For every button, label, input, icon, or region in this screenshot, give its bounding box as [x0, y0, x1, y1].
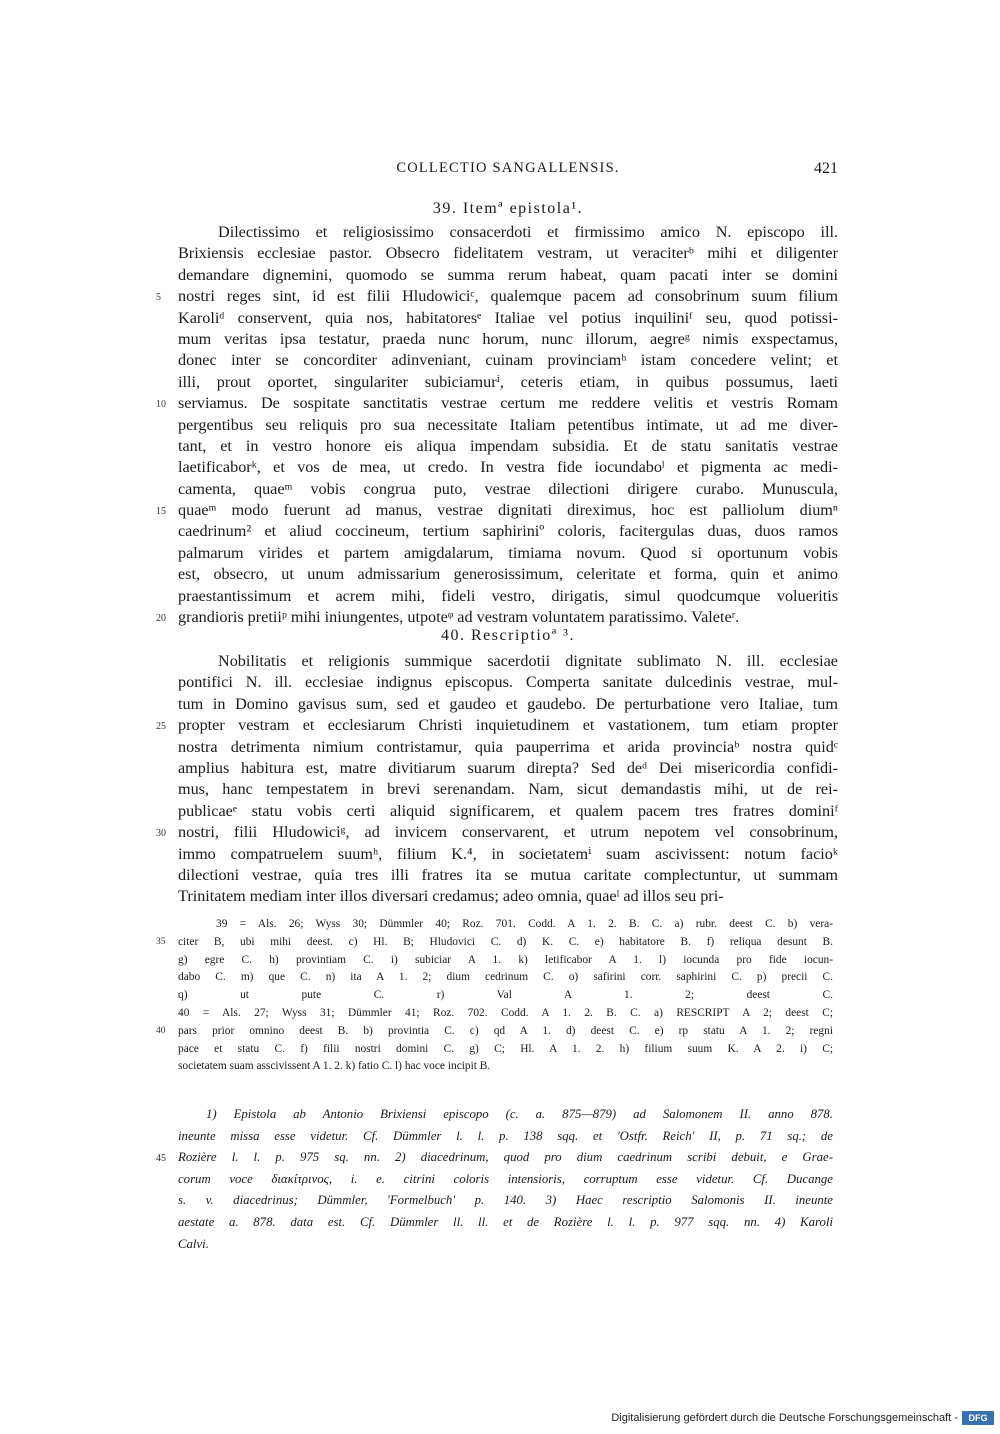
- text-line: [178, 457, 838, 478]
- text-line: [178, 564, 838, 585]
- letter-40-heading: 40. Rescriptioª ³.: [441, 627, 575, 644]
- dfg-logo: DFG: [962, 1411, 994, 1425]
- line-text: Rozière l. l. p. 975 sq. nn. 2) diacedrinum, quod pro dium caedrinum scribi debuit, e Grae-: [178, 1150, 833, 1165]
- line-text: illi, prout oportet, singulariter subiciamurⁱ, ceteris etiam, in quibus possumus, laeti: [178, 372, 838, 391]
- footnote-line: [178, 1104, 833, 1126]
- page-number: 421: [814, 160, 838, 177]
- line-number: 10: [156, 399, 166, 411]
- apparatus-line: [156, 934, 833, 952]
- line-text: q) ut pute C. r) Val A 1. 2; deest C.: [178, 989, 833, 1002]
- line-text: demandare dignemini, quomodo se summa rerum habeat, quam pacati inter se domini: [178, 265, 838, 284]
- text-line: [178, 865, 838, 886]
- line-text: Nobilitatis et religionis summique sacerdotii dignitate sublimato N. ill. ecclesiae: [218, 652, 838, 670]
- digitization-credit: [611, 1410, 1000, 1428]
- line-number: 30: [156, 828, 166, 840]
- critical-apparatus: [156, 916, 833, 1076]
- footnote-line: [178, 1212, 833, 1234]
- line-text: quaeᵐ modo fuerunt ad manus, vestrae dignitati direximus, hoc est palliolum diumⁿ: [178, 501, 838, 520]
- text-line: [178, 543, 838, 564]
- text-line: [178, 801, 838, 822]
- text-line: [178, 651, 838, 672]
- running-header: [178, 160, 838, 182]
- line-text: g) egre C. h) provintiam C. i) subiciar A 1. k) letificabor A 1. l) iocunda pro fide iocun-: [178, 953, 833, 966]
- line-text: pontifici N. ill. ecclesiae indignus episcopus. Comperta sanitate dulcedinis vestrae, mul-: [178, 673, 838, 692]
- apparatus-line: [178, 952, 833, 970]
- text-line: [178, 694, 838, 715]
- letter-39-heading: 39. Itemª epistola¹.: [432, 200, 584, 217]
- footnotes: [156, 1104, 833, 1255]
- line-text: pace et statu C. f) filii nostri domini C. g) C; Hl. A 1. 2. h) filium suum K. A 2. i) C;: [178, 1042, 833, 1055]
- text-line: [178, 672, 838, 693]
- line-text: 39 = Als. 26; Wyss 30; Dümmler 40; Roz. 701. Codd. A 1. 2. B. C. a) rubr. deest C. b) vera-: [216, 918, 833, 930]
- line-text: amplius habitura est, matre divitiarum suarum direpta? Sed deᵈ Dei misericordia confidi-: [178, 758, 838, 777]
- line-text: immo compatruelem suumʰ, filium K.⁴, in societatemⁱ suam ascivissent: notum facioᵏ: [178, 844, 838, 863]
- line-text: aestate a. 878. data est. Cf. Dümmler ll. ll. et de Rozière l. l. p. 977 sqq. nn. 4) Karoli: [178, 1214, 833, 1229]
- apparatus-line: [178, 1041, 833, 1059]
- line-text: caedrinum² et aliud coccineum, tertium saphiriniº coloris, facitergulas duas, duos ramos: [178, 522, 838, 541]
- line-text: 1) Epistola ab Antonio Brixiensi episcopo (c. a. 875—879) ad Salomonem II. anno 878.: [206, 1107, 833, 1121]
- line-text: palmarum virides et partem amigdalarum, timiama novum. Quod si oportunum vobis: [178, 543, 838, 562]
- line-text: pars prior omnino deest B. b) provintia C. c) qd A 1. d) deest C. e) rp statu A 1. 2; regni: [178, 1024, 833, 1037]
- letter-39-body: [156, 222, 838, 628]
- footnote-line: [178, 1126, 833, 1148]
- apparatus-line: [178, 987, 833, 1005]
- text-line: [178, 329, 838, 350]
- text-line: [178, 350, 838, 371]
- line-text: dabo C. m) que C. n) ita A 1. 2; dium cedrinum C. o) safirini corr. saphirini C. p) precii C.: [178, 971, 833, 984]
- text-line: [178, 886, 838, 907]
- text-line: [156, 286, 838, 307]
- line-text: societatem suam asscivissent A 1. 2. k) fatio C. l) hac voce incipit B.: [178, 1060, 491, 1073]
- apparatus-line: [178, 969, 833, 987]
- text-line: [156, 500, 838, 521]
- line-text: s. v. diacedrinus; Dümmler, 'Formelbuch' p. 140. 3) Haec rescriptio Salomonis II. ineunte: [178, 1193, 833, 1208]
- apparatus-line: [178, 916, 833, 934]
- line-number: 15: [156, 506, 166, 518]
- text-line: [178, 243, 838, 264]
- text-line: [156, 822, 838, 843]
- line-text: est, obsecro, ut unum admissarium generosissimum, celeritate et forma, quin et animo: [178, 565, 838, 584]
- line-text: ineunte missa esse videtur. Cf. Dümmler l. l. p. 138 sqq. et 'Ostfr. Reich' II, p. 71 sq.; de: [178, 1128, 833, 1143]
- line-text: mum veritas ipsa testatur, praeda nunc horum, nunc illorum, aegreᵍ nimis exspectamus,: [178, 329, 838, 348]
- line-number: 40: [156, 1025, 166, 1036]
- line-text: Calvi.: [178, 1236, 209, 1251]
- line-text: pergentibus seu reliquis pro sua necessitate Italiam petentibus intimate, ut ad me diver-: [178, 415, 838, 434]
- line-text: grandioris pretiiᵖ mihi iniungentes, utpoteᵠ ad vestram voluntatem paratissimo. Valeteʳ.: [178, 608, 740, 627]
- line-text: praestantissimum et acrem mihi, fideli vestro, dirigatis, simul quodcumque volueritis: [178, 586, 838, 605]
- text-line: [178, 265, 838, 286]
- line-text: dilectioni vestrae, quia tres illi fratres ita se mutua caritate complectuntur, ut summam: [178, 865, 838, 884]
- line-text: laetificaborᵏ, et vos de mea, ut credo. In vestra fide iocundaboˡ et pigmenta ac medi-: [178, 458, 838, 477]
- text-line: [156, 393, 838, 414]
- footnote-line: [156, 1147, 833, 1169]
- line-number: 45: [156, 1153, 166, 1165]
- line-number: 5: [156, 292, 161, 304]
- line-text: Dilectissimo et religiosissimo consacerdoti et firmissimo amico N. episcopo ill.: [218, 223, 838, 241]
- line-text: tum in Domino gavisus sum, sed et gaudeo et gaudebo. De perturbatione vero Italiae, tum: [178, 694, 838, 713]
- running-title: COLLECTIO SANGALLENSIS.: [396, 160, 620, 176]
- line-number: 35: [156, 936, 166, 947]
- text-line: [178, 479, 838, 500]
- apparatus-line: [178, 1058, 833, 1076]
- line-text: tant, et in vestro honore eis aliqua impendam subsidia. Et de statu sanitatis vestrae: [178, 436, 838, 455]
- text-line: [178, 844, 838, 865]
- text-line: [178, 586, 838, 607]
- letter-40-body: [156, 651, 838, 908]
- text-line: [156, 607, 838, 628]
- line-text: 40 = Als. 27; Wyss 31; Dümmler 41; Roz. 702. Codd. A 1. 2. B. C. a) RESCRIPT A 2; deest C;: [178, 1006, 833, 1019]
- text-line: [178, 779, 838, 800]
- footnote-line: [178, 1190, 833, 1212]
- line-text: Karoliᵈ conservent, quia nos, habitatoresᵉ Italiae vel potius inquiliniᶠ seu, quod potissi-: [178, 308, 838, 327]
- line-text: donec inter se concorditer adinveniant, cuinam provinciamʰ istam concedere velint; et: [178, 351, 838, 370]
- line-text: camenta, quaeᵐ vobis congrua puto, vestrae dilectioni dirigere curabo. Munuscula,: [178, 479, 838, 498]
- line-text: nostri reges sint, id est filii Hludowiciᶜ, qualemque pacem ad consobrinum suum filium: [178, 287, 838, 306]
- text-line: [178, 521, 838, 542]
- text-line: [178, 436, 838, 457]
- line-text: Brixiensis ecclesiae pastor. Obsecro fidelitatem vestram, ut veraciterᵇ mihi et diligenter: [178, 244, 838, 263]
- line-text: propter vestram et ecclesiarum Christi inquietudinem et vastationem, tum etiam propter: [178, 716, 838, 735]
- line-text: serviamus. De sospitate sanctitatis vestrae certum me reddere velitis et vestris Romam: [178, 394, 838, 413]
- line-text: citer B, ubi mihi deest. c) Hl. B; Hludovici C. d) K. C. e) habitatore B. f) reliqua desunt B.: [178, 935, 833, 948]
- footnote-line: [178, 1169, 833, 1191]
- line-number: 25: [156, 721, 166, 733]
- line-text: publicaeᵉ statu vobis certi aliquid significarem, et qualem pacem tres fratres dominiᶠ: [178, 801, 838, 820]
- credit-text: Digitalisierung gefördert durch die Deutsche Forschungsgemeinschaft -: [611, 1412, 958, 1424]
- footnote-line: [178, 1234, 833, 1256]
- apparatus-line: [156, 1023, 833, 1041]
- text-line: [178, 737, 838, 758]
- text-line: [178, 372, 838, 393]
- text-line: [178, 308, 838, 329]
- text-line: [156, 715, 838, 736]
- line-text: nostra detrimenta nimium contristamur, quia pauperrima et arida provinciaᵇ nostra quidᶜ: [178, 737, 838, 756]
- text-line: [178, 415, 838, 436]
- line-text: corum voce διακίτρινος, i. e. citrini coloris intensioris, corruptum esse videtur. Cf. Ducange: [178, 1171, 833, 1186]
- apparatus-line: [178, 1005, 833, 1023]
- line-text: mus, hanc tempestatem in brevi serenandam. Nam, sicut demandastis mihi, ut de rei-: [178, 780, 838, 799]
- line-text: nostri, filii Hludowiciᵍ, ad invicem conservarent, et utrum nepotem vel consobrinum,: [178, 823, 838, 842]
- text-line: [178, 222, 838, 243]
- line-text: Trinitatem mediam inter illos diversari credamus; adeo omnia, quaeˡ ad illos seu pri-: [178, 887, 724, 906]
- text-line: [178, 758, 838, 779]
- line-number: 20: [156, 613, 166, 625]
